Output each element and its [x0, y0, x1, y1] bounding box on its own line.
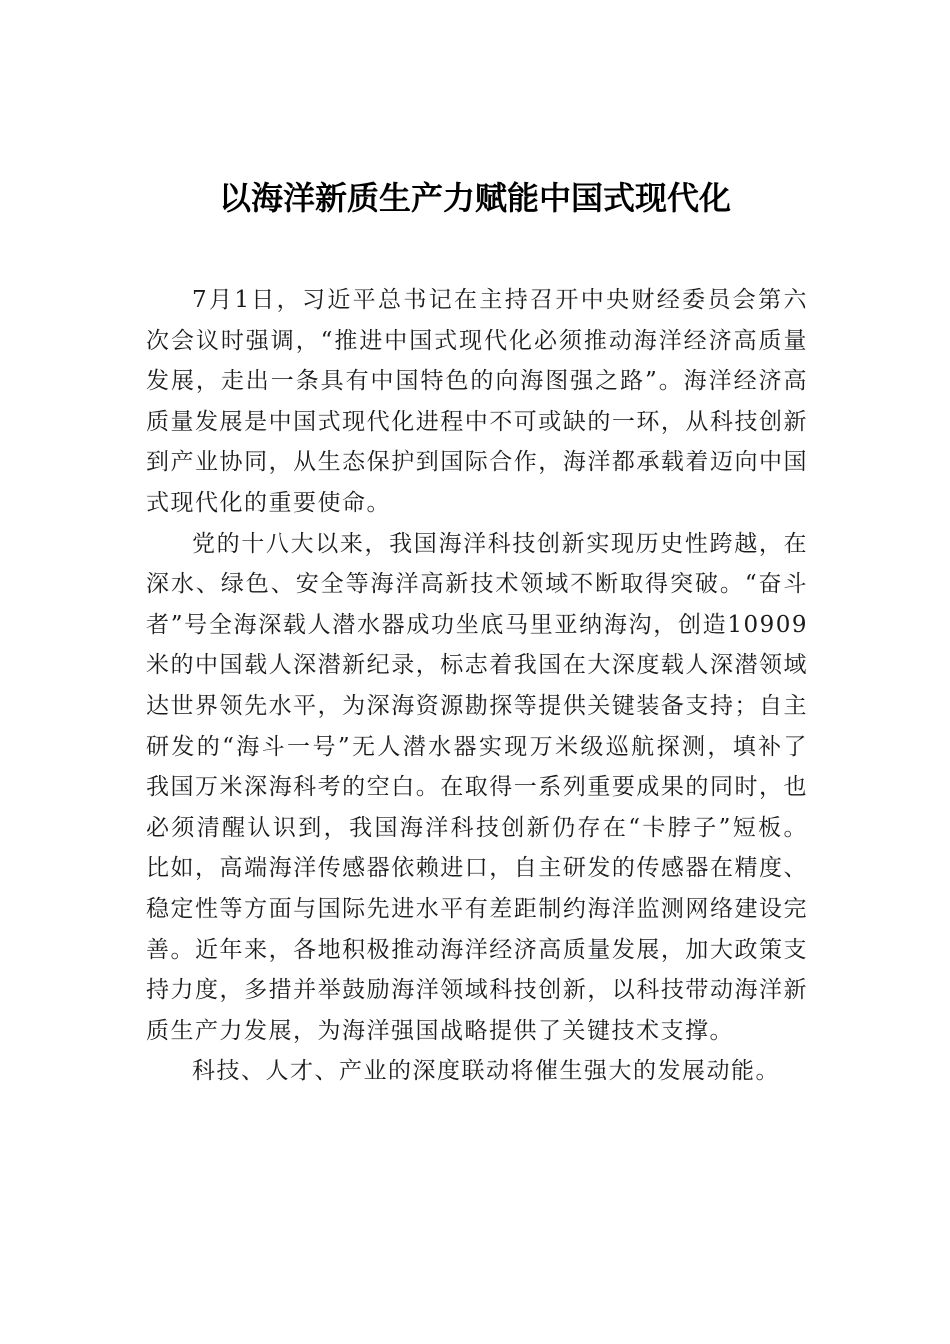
paragraph-2: 党的十八大以来，我国海洋科技创新实现历史性跨越，在深水、绿色、安全等海洋高新技术领域不断取得突破。“奋斗者”号全海深载人潜水器成功坐底马里亚纳海沟，创造10909米的中国载人深潜新纪录，标志着我国在大深度载人深潜领域达世界领先水平，为深海资源勘探等提供关键装备支持；自主研发的“海斗一号”无人潜水器实现万米级巡航探测，填补了我国万米深海科考的空白。在取得一系列重要成果的同时，也必须清醒认识到，我国海洋科技创新仍存在“卡脖子”短板。比如，高端海洋传感器依赖进口，自主研发的传感器在精度、稳定性等方面与国际先进水平有差距制约海洋监测网络建设完善。近年来，各地积极推动海洋经济高质量发展，加大政策支持力度，多措并举鼓励海洋领域科技创新，以科技带动海洋新质生产力发展，为海洋强国战略提供了关键技术支撑。 — [146, 530, 808, 1044]
paragraph-1: 7月1日，习近平总书记在主持召开中央财经委员会第六次会议时强调，“推进中国式现代化必须推动海洋经济高质量发展，走出一条具有中国特色的向海图强之路”。海洋经济高质量发展是中国式现代化进程中不可或缺的一环，从科技创新到产业协同，从生态保护到国际合作，海洋都承载着迈向中国式现代化的重要使命。 — [146, 287, 808, 516]
paragraph-3: 科技、人才、产业的深度联动将催生强大的发展动能。 — [192, 1058, 780, 1085]
article-body — [146, 280, 808, 1092]
page-title: 以海洋新质生产力赋能中国式现代化 — [218, 179, 731, 217]
